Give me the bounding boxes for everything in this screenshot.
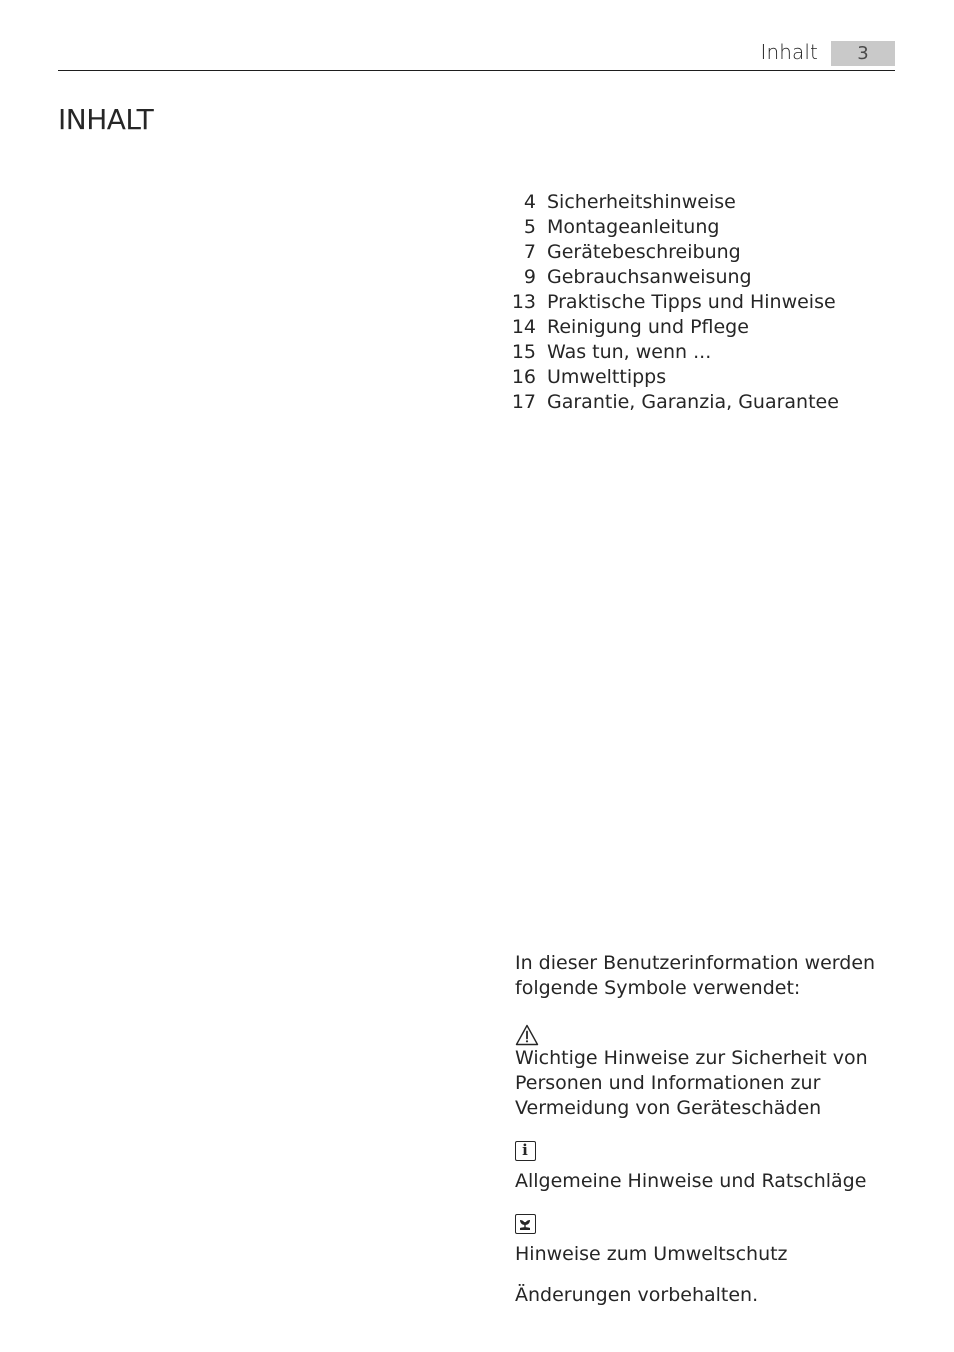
symbols-intro: In dieser Benutzerinformation werden folgende Symbole verwendet: [515, 952, 876, 999]
symbols-legend [515, 951, 915, 1308]
page-number: 3 [831, 41, 895, 66]
toc-page-number: 16 [511, 366, 536, 388]
toc-title: Praktische Tipps und Hinweise [547, 291, 836, 313]
toc-item[interactable] [506, 190, 839, 215]
page-title: INHALT [58, 103, 154, 136]
table-of-contents [506, 190, 839, 415]
header-divider [58, 70, 895, 71]
toc-title: Reinigung und Pflege [547, 316, 749, 338]
toc-page-number: 5 [523, 216, 536, 238]
toc-item[interactable] [506, 215, 839, 240]
header-section-label: Inhalt [760, 40, 818, 64]
toc-title: Umwelttipps [547, 366, 667, 388]
toc-page-number: 4 [523, 191, 536, 213]
environment-text: Hinweise zum Umweltschutz [515, 1243, 788, 1265]
environment-icon [515, 1214, 536, 1234]
toc-title: Was tun, wenn ... [547, 341, 712, 363]
warning-triangle-icon [515, 1024, 539, 1046]
toc-page-number: 13 [511, 291, 536, 313]
toc-item[interactable] [506, 265, 839, 290]
toc-item[interactable] [506, 290, 839, 315]
toc-title: Sicherheitshinweise [547, 191, 736, 213]
toc-title: Gebrauchsanweisung [547, 266, 752, 288]
toc-item[interactable] [506, 340, 839, 365]
toc-item[interactable] [506, 240, 839, 265]
toc-item[interactable] [506, 315, 839, 340]
info-text: Allgemeine Hinweise und Ratschläge [515, 1170, 867, 1192]
toc-item[interactable] [506, 390, 839, 415]
warning-text: Wichtige Hinweise zur Sicherheit von Personen und Informationen zur Vermeidung von Geräteschäden [515, 1047, 868, 1119]
toc-item[interactable] [506, 365, 839, 390]
toc-title: Gerätebeschreibung [547, 241, 741, 263]
toc-title: Montageanleitung [547, 216, 720, 238]
toc-page-number: 14 [511, 316, 536, 338]
toc-page-number: 9 [523, 266, 536, 288]
disclaimer-text: Änderungen vorbehalten. [515, 1284, 759, 1306]
toc-title: Garantie, Garanzia, Guarantee [547, 391, 839, 413]
toc-page-number: 15 [511, 341, 536, 363]
toc-page-number: 17 [511, 391, 536, 413]
toc-page-number: 7 [523, 241, 536, 263]
info-icon: i [515, 1141, 536, 1161]
